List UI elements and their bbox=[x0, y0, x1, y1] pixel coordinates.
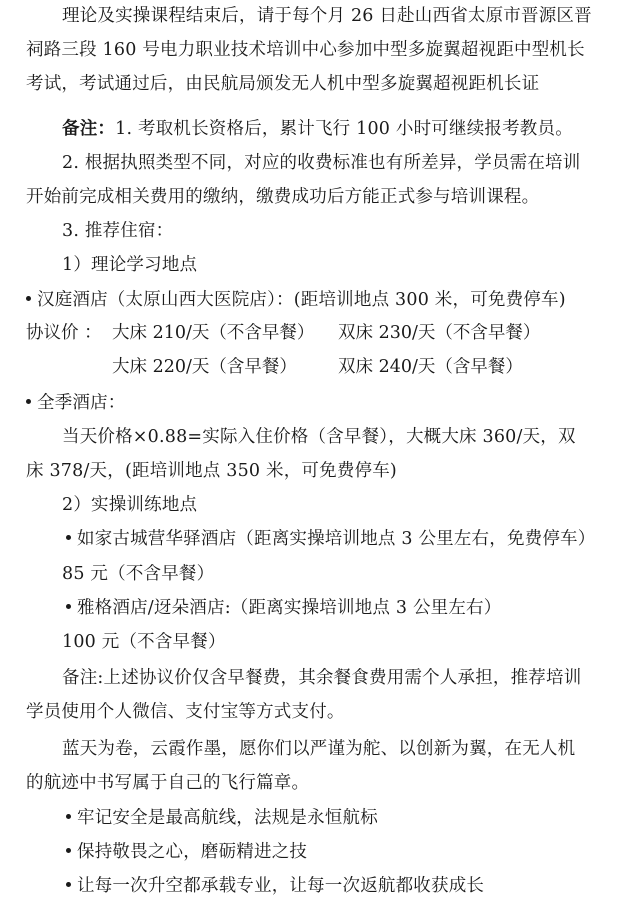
note-item-3: 3. 推荐住宿： bbox=[62, 221, 174, 241]
section-heading: 2）实操训练地点 bbox=[62, 495, 198, 515]
hotel-name: 汉庭酒店（太原山西大医院店）：(距培训地点 300 米，可免费停车) bbox=[37, 290, 566, 310]
motto-item bbox=[66, 840, 642, 866]
bullet-icon bbox=[66, 604, 71, 609]
hotel-entry bbox=[66, 596, 642, 622]
hotel-entry bbox=[26, 391, 642, 417]
hotel-detail: 床 378/天，(距培训地点 350 米，可免费停车) bbox=[26, 461, 397, 481]
rate-item: 双床 240/天（含早餐） bbox=[338, 357, 523, 377]
paragraph-line: 理论及实操课程结束后，请于每个月 26 日赴山西省太原市晋源区晋 bbox=[62, 6, 592, 26]
hotel-entry bbox=[26, 288, 642, 314]
note-item-2-line: 开始前完成相关费用的缴纳，缴费成功后方能正式参与培训课程。 bbox=[26, 187, 540, 207]
meal-note-line: 备注:上述协议价仅含早餐费，其余餐食费用需个人承担，推荐培训 bbox=[62, 668, 582, 688]
motto-text: 让每一次升空都承载专业，让每一次返航都收获成长 bbox=[77, 876, 485, 896]
bullet-icon bbox=[66, 882, 71, 887]
hotel-name: 全季酒店： bbox=[37, 393, 126, 413]
hotel-name: 如家古城营华驿酒店（距离实操培训地点 3 公里左右，免费停车） bbox=[77, 529, 596, 549]
note-item-1 bbox=[62, 117, 642, 143]
hotel-price: 100 元（不含早餐） bbox=[62, 632, 226, 652]
motto-item bbox=[66, 874, 642, 900]
hotel-detail: 当天价格×0.88=实际入住价格（含早餐），大概大床 360/天，双 bbox=[62, 427, 576, 447]
bullet-icon bbox=[66, 535, 71, 540]
rate-label: 协议价 ： bbox=[26, 323, 102, 343]
hotel-entry bbox=[66, 527, 642, 553]
motto-text: 牢记安全是最高航线，法规是永恒航标 bbox=[77, 808, 378, 828]
motto-item bbox=[66, 806, 642, 832]
motto-text: 保持敬畏之心，磨砺精进之技 bbox=[77, 842, 308, 862]
rate-item: 双床 230/天（不含早餐） bbox=[338, 323, 541, 343]
paragraph-line: 祠路三段 160 号电力职业技术培训中心参加中型多旋翼超视距中型机长 bbox=[26, 40, 585, 60]
closing-line: 的航迹中书写属于自己的飞行篇章。 bbox=[26, 773, 310, 793]
rate-item: 大床 220/天（含早餐） bbox=[112, 357, 297, 377]
bullet-icon bbox=[26, 296, 31, 301]
note-label: 备注： bbox=[62, 119, 116, 139]
section-heading: 1）理论学习地点 bbox=[62, 255, 198, 275]
note-item-2-line: 2. 根据执照类型不同，对应的收费标准也有所差异，学员需在培训 bbox=[62, 153, 581, 173]
hotel-price: 85 元（不含早餐） bbox=[62, 564, 215, 584]
hotel-name: 雅格酒店/迓朵酒店:（距离实操培训地点 3 公里左右） bbox=[77, 598, 502, 618]
paragraph-line: 考试，考试通过后，由民航局颁发无人机中型多旋翼超视距机长证 bbox=[26, 74, 540, 94]
bullet-icon bbox=[66, 814, 71, 819]
note-text: 1. 考取机长资格后，累计飞行 100 小时可继续报考教员。 bbox=[115, 119, 573, 139]
bullet-icon bbox=[66, 848, 71, 853]
rate-item: 大床 210/天（不含早餐） bbox=[112, 323, 315, 343]
closing-line: 蓝天为卷，云霞作墨，愿你们以严谨为舵、以创新为翼，在无人机 bbox=[62, 739, 576, 759]
bullet-icon bbox=[26, 399, 31, 404]
meal-note-line: 学员使用个人微信、支付宝等方式支付。 bbox=[26, 702, 345, 722]
